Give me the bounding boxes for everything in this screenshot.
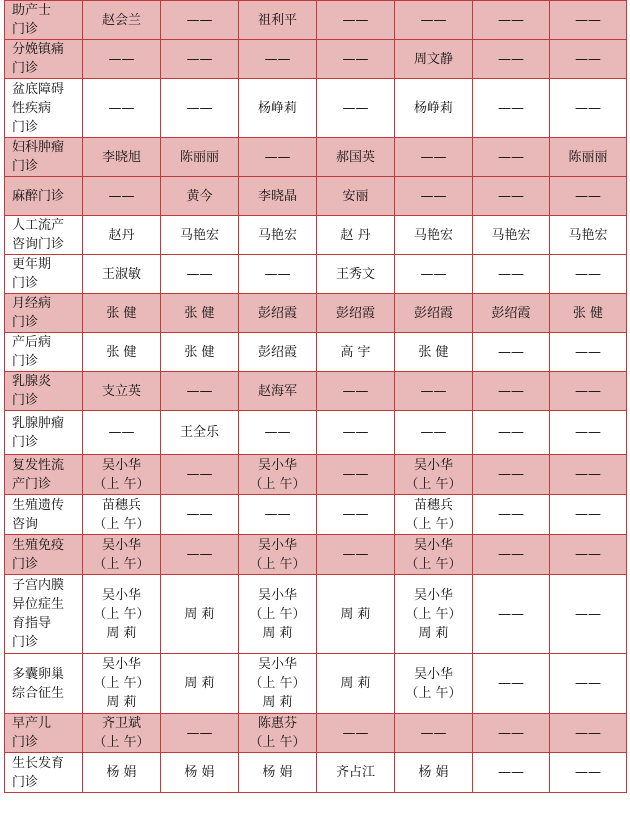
schedule-cell: ——: [317, 495, 395, 535]
dept-cell: 乳腺炎 门诊: [5, 372, 83, 411]
schedule-cell: 高 宇: [317, 333, 395, 372]
schedule-cell: 吴小华 （上 午）: [83, 535, 161, 575]
schedule-cell: 张 健: [83, 294, 161, 333]
dept-cell: 生长发育 门诊: [5, 753, 83, 793]
dept-cell: 多囊卵巢 综合征生: [5, 654, 83, 714]
table-row: [5, 714, 627, 753]
schedule-cell: 吴小华 （上 午） 周 莉: [83, 654, 161, 714]
schedule-cell: ——: [83, 79, 161, 138]
schedule-cell: 周 莉: [161, 575, 239, 654]
schedule-cell: 吴小华 （上 午） 周 莉: [83, 575, 161, 654]
table-row: [5, 138, 627, 177]
schedule-cell: 黄今: [161, 177, 239, 216]
schedule-cell: ——: [550, 714, 627, 753]
schedule-cell: 周文静: [395, 40, 473, 79]
schedule-cell: 杨 娟: [161, 753, 239, 793]
table-row: [5, 575, 627, 654]
table-row: [5, 455, 627, 495]
schedule-cell: ——: [239, 255, 317, 294]
dept-cell: 乳腺肿瘤 门诊: [5, 411, 83, 455]
schedule-cell: 张 健: [161, 333, 239, 372]
schedule-cell: ——: [473, 575, 550, 654]
schedule-cell: ——: [161, 79, 239, 138]
table-row: [5, 216, 627, 255]
schedule-cell: ——: [395, 138, 473, 177]
schedule-cell: ——: [317, 1, 395, 40]
schedule-cell: ——: [550, 575, 627, 654]
schedule-cell: ——: [473, 79, 550, 138]
schedule-cell: 周 莉: [317, 654, 395, 714]
schedule-cell: ——: [550, 753, 627, 793]
schedule-cell: ——: [83, 411, 161, 455]
schedule-cell: 彭绍霞: [395, 294, 473, 333]
schedule-cell: ——: [550, 455, 627, 495]
schedule-cell: 张 健: [161, 294, 239, 333]
table-row: [5, 495, 627, 535]
schedule-cell: ——: [550, 654, 627, 714]
schedule-cell: ——: [161, 495, 239, 535]
table-row: [5, 411, 627, 455]
table-row: [5, 40, 627, 79]
dept-cell: 子宫内膜 异位症生 育指导 门诊: [5, 575, 83, 654]
schedule-cell: ——: [317, 535, 395, 575]
schedule-cell: 支立英: [83, 372, 161, 411]
schedule-cell: 赵 丹: [317, 216, 395, 255]
schedule-cell: ——: [473, 1, 550, 40]
schedule-cell: 苗穗兵 （上 午）: [395, 495, 473, 535]
schedule-cell: ——: [550, 535, 627, 575]
dept-cell: 助产士 门诊: [5, 1, 83, 40]
dept-cell: 盆底障碍 性疾病 门诊: [5, 79, 83, 138]
schedule-cell: 陈丽丽: [161, 138, 239, 177]
schedule-cell: ——: [83, 40, 161, 79]
schedule-cell: 吴小华 （上 午）: [395, 654, 473, 714]
schedule-cell: ——: [550, 40, 627, 79]
schedule-cell: 陈丽丽: [550, 138, 627, 177]
clinic-schedule-table: [4, 0, 627, 793]
table-row: [5, 255, 627, 294]
schedule-cell: ——: [550, 411, 627, 455]
schedule-cell: 赵会兰: [83, 1, 161, 40]
schedule-cell: 齐占江: [317, 753, 395, 793]
schedule-cell: ——: [317, 79, 395, 138]
schedule-cell: ——: [161, 714, 239, 753]
schedule-cell: ——: [161, 455, 239, 495]
schedule-cell: 赵丹: [83, 216, 161, 255]
schedule-cell: ——: [317, 714, 395, 753]
schedule-cell: 郝国英: [317, 138, 395, 177]
schedule-cell: 陈惠芬 （上 午）: [239, 714, 317, 753]
schedule-cell: 吴小华 （上 午）: [239, 455, 317, 495]
schedule-cell: ——: [550, 495, 627, 535]
schedule-cell: 王全乐: [161, 411, 239, 455]
schedule-cell: ——: [83, 177, 161, 216]
schedule-cell: ——: [473, 177, 550, 216]
dept-cell: 早产儿 门诊: [5, 714, 83, 753]
schedule-cell: 杨 娟: [83, 753, 161, 793]
schedule-cell: ——: [317, 411, 395, 455]
schedule-cell: ——: [473, 333, 550, 372]
table-row: [5, 372, 627, 411]
schedule-cell: 李晓晶: [239, 177, 317, 216]
schedule-cell: ——: [550, 333, 627, 372]
schedule-cell: 吴小华 （上 午）: [83, 455, 161, 495]
schedule-cell: ——: [550, 79, 627, 138]
schedule-cell: 马艳宏: [161, 216, 239, 255]
dept-cell: 复发性流 产门诊: [5, 455, 83, 495]
schedule-cell: 杨峥莉: [239, 79, 317, 138]
dept-cell: 麻醉门诊: [5, 177, 83, 216]
table-row: [5, 333, 627, 372]
schedule-cell: ——: [473, 372, 550, 411]
table-row: [5, 535, 627, 575]
schedule-cell: 杨 娟: [239, 753, 317, 793]
schedule-cell: 彭绍霞: [239, 333, 317, 372]
schedule-cell: 李晓旭: [83, 138, 161, 177]
schedule-cell: 王淑敏: [83, 255, 161, 294]
schedule-cell: ——: [395, 255, 473, 294]
schedule-cell: ——: [395, 177, 473, 216]
schedule-cell: 安丽: [317, 177, 395, 216]
schedule-cell: 张 健: [550, 294, 627, 333]
schedule-cell: ——: [317, 372, 395, 411]
schedule-cell: 张 健: [395, 333, 473, 372]
schedule-cell: 马艳宏: [473, 216, 550, 255]
schedule-cell: ——: [161, 372, 239, 411]
schedule-cell: ——: [161, 255, 239, 294]
schedule-cell: ——: [550, 177, 627, 216]
schedule-cell: ——: [473, 753, 550, 793]
dept-cell: 妇科肿瘤 门诊: [5, 138, 83, 177]
schedule-cell: ——: [161, 535, 239, 575]
schedule-cell: 吴小华 （上 午） 周 莉: [395, 575, 473, 654]
schedule-cell: 马艳宏: [550, 216, 627, 255]
dept-cell: 更年期 门诊: [5, 255, 83, 294]
schedule-cell: 彭绍霞: [473, 294, 550, 333]
schedule-cell: ——: [395, 714, 473, 753]
schedule-cell: ——: [473, 714, 550, 753]
schedule-cell: ——: [395, 372, 473, 411]
schedule-cell: ——: [239, 40, 317, 79]
schedule-cell: ——: [550, 372, 627, 411]
schedule-cell: ——: [473, 455, 550, 495]
schedule-cell: 彭绍霞: [239, 294, 317, 333]
schedule-cell: ——: [473, 138, 550, 177]
schedule-cell: 马艳宏: [239, 216, 317, 255]
schedule-body: [5, 1, 627, 793]
schedule-cell: ——: [550, 1, 627, 40]
table-row: [5, 79, 627, 138]
schedule-cell: 周 莉: [317, 575, 395, 654]
table-row: [5, 177, 627, 216]
schedule-cell: ——: [161, 1, 239, 40]
table-row: [5, 294, 627, 333]
schedule-cell: ——: [239, 411, 317, 455]
schedule-cell: 苗穗兵 （上 午）: [83, 495, 161, 535]
table-row: [5, 1, 627, 40]
schedule-cell: 祖利平: [239, 1, 317, 40]
schedule-cell: ——: [395, 411, 473, 455]
table-row: [5, 654, 627, 714]
schedule-cell: 马艳宏: [395, 216, 473, 255]
schedule-cell: 赵海军: [239, 372, 317, 411]
schedule-cell: ——: [473, 255, 550, 294]
dept-cell: 生殖遗传 咨询: [5, 495, 83, 535]
schedule-cell: 周 莉: [161, 654, 239, 714]
schedule-cell: ——: [473, 411, 550, 455]
dept-cell: 生殖免疫 门诊: [5, 535, 83, 575]
dept-cell: 人工流产 咨询门诊: [5, 216, 83, 255]
schedule-cell: 吴小华 （上 午） 周 莉: [239, 575, 317, 654]
schedule-cell: 彭绍霞: [317, 294, 395, 333]
schedule-cell: 王秀文: [317, 255, 395, 294]
schedule-cell: 吴小华 （上 午）: [239, 535, 317, 575]
schedule-cell: ——: [239, 495, 317, 535]
schedule-cell: ——: [161, 40, 239, 79]
schedule-cell: 齐卫斌 （上 午）: [83, 714, 161, 753]
schedule-cell: ——: [317, 455, 395, 495]
schedule-cell: 吴小华 （上 午）: [395, 535, 473, 575]
schedule-cell: ——: [550, 255, 627, 294]
schedule-cell: ——: [239, 138, 317, 177]
schedule-cell: 吴小华 （上 午）: [395, 455, 473, 495]
dept-cell: 产后病 门诊: [5, 333, 83, 372]
schedule-cell: ——: [395, 1, 473, 40]
schedule-cell: 杨 娟: [395, 753, 473, 793]
dept-cell: 分娩镇痛 门诊: [5, 40, 83, 79]
table-row: [5, 753, 627, 793]
schedule-cell: 张 健: [83, 333, 161, 372]
schedule-cell: ——: [473, 495, 550, 535]
schedule-cell: 吴小华 （上 午） 周 莉: [239, 654, 317, 714]
schedule-cell: ——: [473, 40, 550, 79]
schedule-cell: ——: [317, 40, 395, 79]
schedule-cell: ——: [473, 654, 550, 714]
schedule-cell: 杨峥莉: [395, 79, 473, 138]
schedule-cell: ——: [473, 535, 550, 575]
dept-cell: 月经病 门诊: [5, 294, 83, 333]
